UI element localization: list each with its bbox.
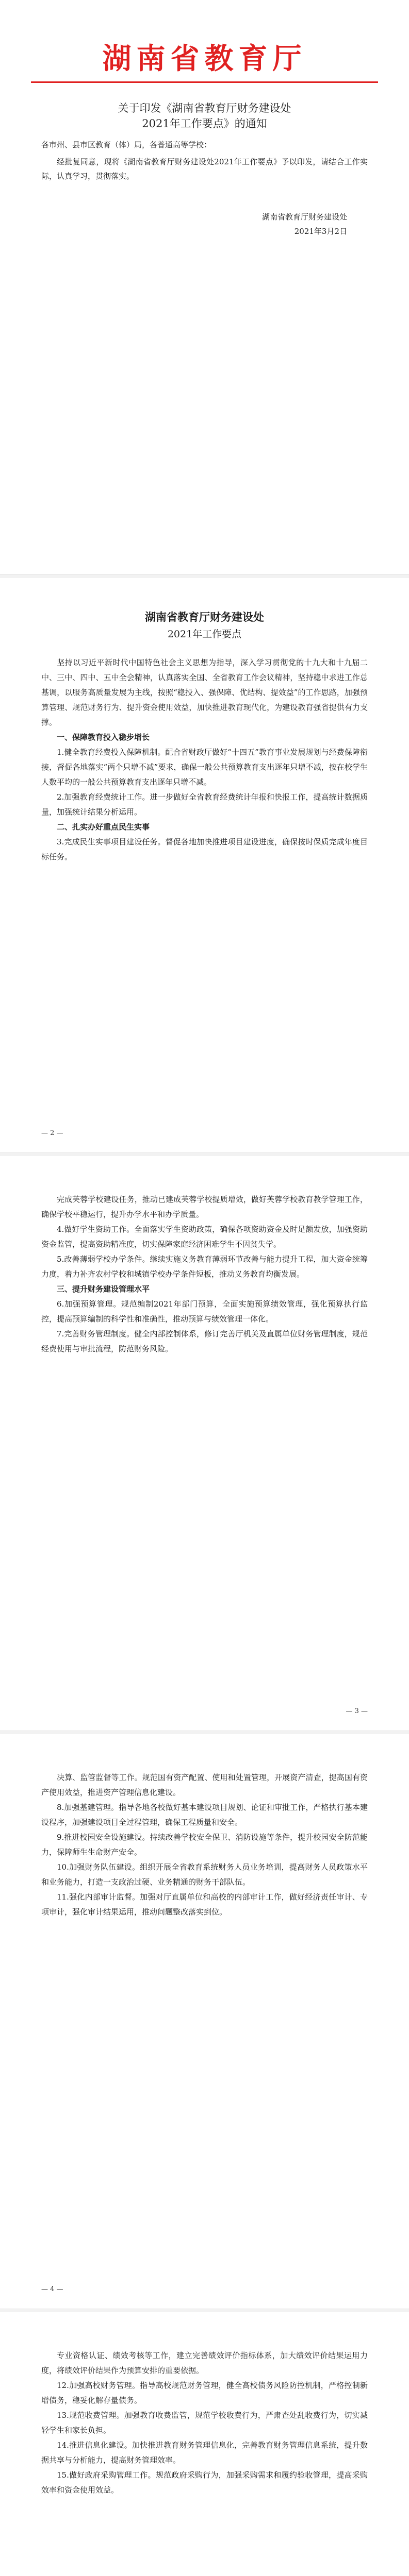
paragraph: 5.改善薄弱学校办学条件。继续实施义务教育薄弱环节改善与能力提升工程，加大资金统筹力度，着力补齐农村学校和城镇学校办学条件短板，推动义务教育均衡发展。 [41,1255,368,1279]
section-heading-2: 二、扎实办好重点民生实事 [57,822,150,832]
paragraph: 4.做好学生资助工作。全面落实学生资助政策，确保各项资助资金及时足额发放，加强资助资金监管，提高资助精准度，切实保障家庭经济困难学生不因贫失学。 [41,1225,368,1249]
page-2 [0,578,409,1156]
paragraph: 3.完成民生实事项目建设任务。督促各地加快推进项目建设进度，确保按时保质完成年度目标任务。 [41,837,368,861]
paragraph: 13.规范收费管理。加强教育收费监管，规范学校收费行为，严肃查处乱收费行为，切实减轻学生和家长负担。 [41,2411,368,2435]
paragraph: 15.做好政府采购管理工作。规范政府采购行为，加强采购需求和履约验收管理，提高采购效率和资金使用效益。 [41,2470,368,2495]
paragraph: 6.加强预算管理。规范编制2021年部门预算，全面实施预算绩效管理，强化预算执行监控，提高预算编制的科学性和准确性，推动预算与绩效管理一体化。 [41,1299,368,1324]
document-header: 湖南省教育厅 [102,42,307,76]
paragraph: 专业资格认证、绩效考核等工作，建立完善绩效评价指标体系，加大绩效评价结果运用力度，将绩效评价结果作为预算安排的重要依据。 [41,2351,368,2375]
page-number: — 4 — [41,2285,63,2293]
page-4-content [41,1770,368,1920]
paragraph: 8.加强基建管理。指导各地各校做好基本建设项目规划、论证和审批工作，严格执行基本建设程序，加强建设项目全过程管理，确保工程质量和安全。 [41,1803,368,1827]
intro-paragraph: 坚持以习近平新时代中国特色社会主义思想为指导，深入学习贯彻党的十九大和十九届二中、三中、四中、五中全会精神，认真落实全国、全省教育工作会议精神，坚持稳中求进工作总基调，以服务高质量发展为主线，按照“稳投入、强保障、优结构、提效益”的工作思路，加强预算管理、规范财务行为、提升资金使用效益，加快推进教育现代化，为建设教育强省提供有力支撑。 [41,658,368,727]
page-1 [0,0,409,578]
sign-organization: 湖南省教育厅财务建设处 [261,212,347,222]
sign-date: 2021年3月2日 [294,227,347,236]
page-4 [0,1734,409,2312]
section-heading-1: 一、保障教育投入稳步增长 [57,733,150,742]
paragraph: 1.健全教育经费投入保障机制。配合省财政厅做好“十四五”教育事业发展规划与经费保障衔接，督促各地落实“两个只增不减”要求，确保一般公共预算教育支出逐年只增不减，按在校学生人数平均的一般公共预算教育支出逐年只增不减。 [41,748,368,787]
page-number: — 3 — [346,1707,368,1715]
page-3-content [41,1192,368,1357]
paragraph: 9.推进校园安全设施建设。持续改善学校安全保卫、消防设施等条件，提升校园安全防范能力，保障师生生命财产安全。 [41,1833,368,1857]
paragraph: 2.加强教育经费统计工作。进一步做好全省教育经费统计年报和快报工作，提高统计数据质量，加强统计结果分析运用。 [41,792,368,817]
page-number: — 2 — [41,1129,63,1137]
paragraph: 7.完善财务管理制度。健全内部控制体系，修订完善厅机关及直属单位财务管理制度，规范经费使用与审批流程，防范财务风险。 [41,1329,368,1353]
notice-title-line2: 2021年工作要点》的通知 [142,117,267,130]
paragraph: 11.强化内部审计监督。加强对厅直属单位和高校的内部审计工作，做好经济责任审计、专项审计，强化审计结果运用，推动问题整改落实到位。 [41,1892,368,1917]
report-subtitle: 2021年工作要点 [167,629,242,640]
paragraph: 10.加强财务队伍建设。组织开展全省教育系统财务人员业务培训，提高财务人员政策水平和业务能力，打造一支政治过硬、业务精通的财务干部队伍。 [41,1862,368,1887]
notice-title-line1: 关于印发《湖南省教育厅财务建设处 [118,102,291,114]
page-3 [0,1156,409,1734]
notice-title [0,100,409,131]
paragraph: 12.加强高校财务管理。指导高校规范财务管理，健全高校债务风险防控机制，严格控制新增债务，稳妥化解存量债务。 [41,2381,368,2405]
page-2-content [41,655,368,865]
paragraph: 14.推进信息化建设。加快推进教育财务管理信息化，完善教育财务管理信息系统，提升数据共享与分析能力，提高财务管理效率。 [41,2441,368,2465]
red-divider [31,81,378,83]
page-5-content [41,2348,368,2498]
page-5 [0,2312,409,2576]
paragraph: 决算、监管监督等工作。规范国有资产配置、使用和处置管理，开展资产清查，提高国有资产使用效益，推进资产管理信息化建设。 [41,1773,368,1797]
section-heading-3: 三、提升财务建设管理水平 [57,1284,150,1294]
notice-body: 经批复同意，现将《湖南省教育厅财务建设处2021年工作要点》予以印发，请结合工作实际，认真学习，贯彻落实。 [41,157,368,181]
addressee: 各市州、县市区教育（体）局，各普通高等学校： [41,140,212,149]
paragraph: 完成芙蓉学校建设任务，推动已建成芙蓉学校提质增效，做好芙蓉学校教育教学管理工作，确保学校平稳运行，提升办学水平和办学质量。 [41,1195,368,1219]
report-title: 湖南省教育厅财务建设处 [145,611,264,623]
